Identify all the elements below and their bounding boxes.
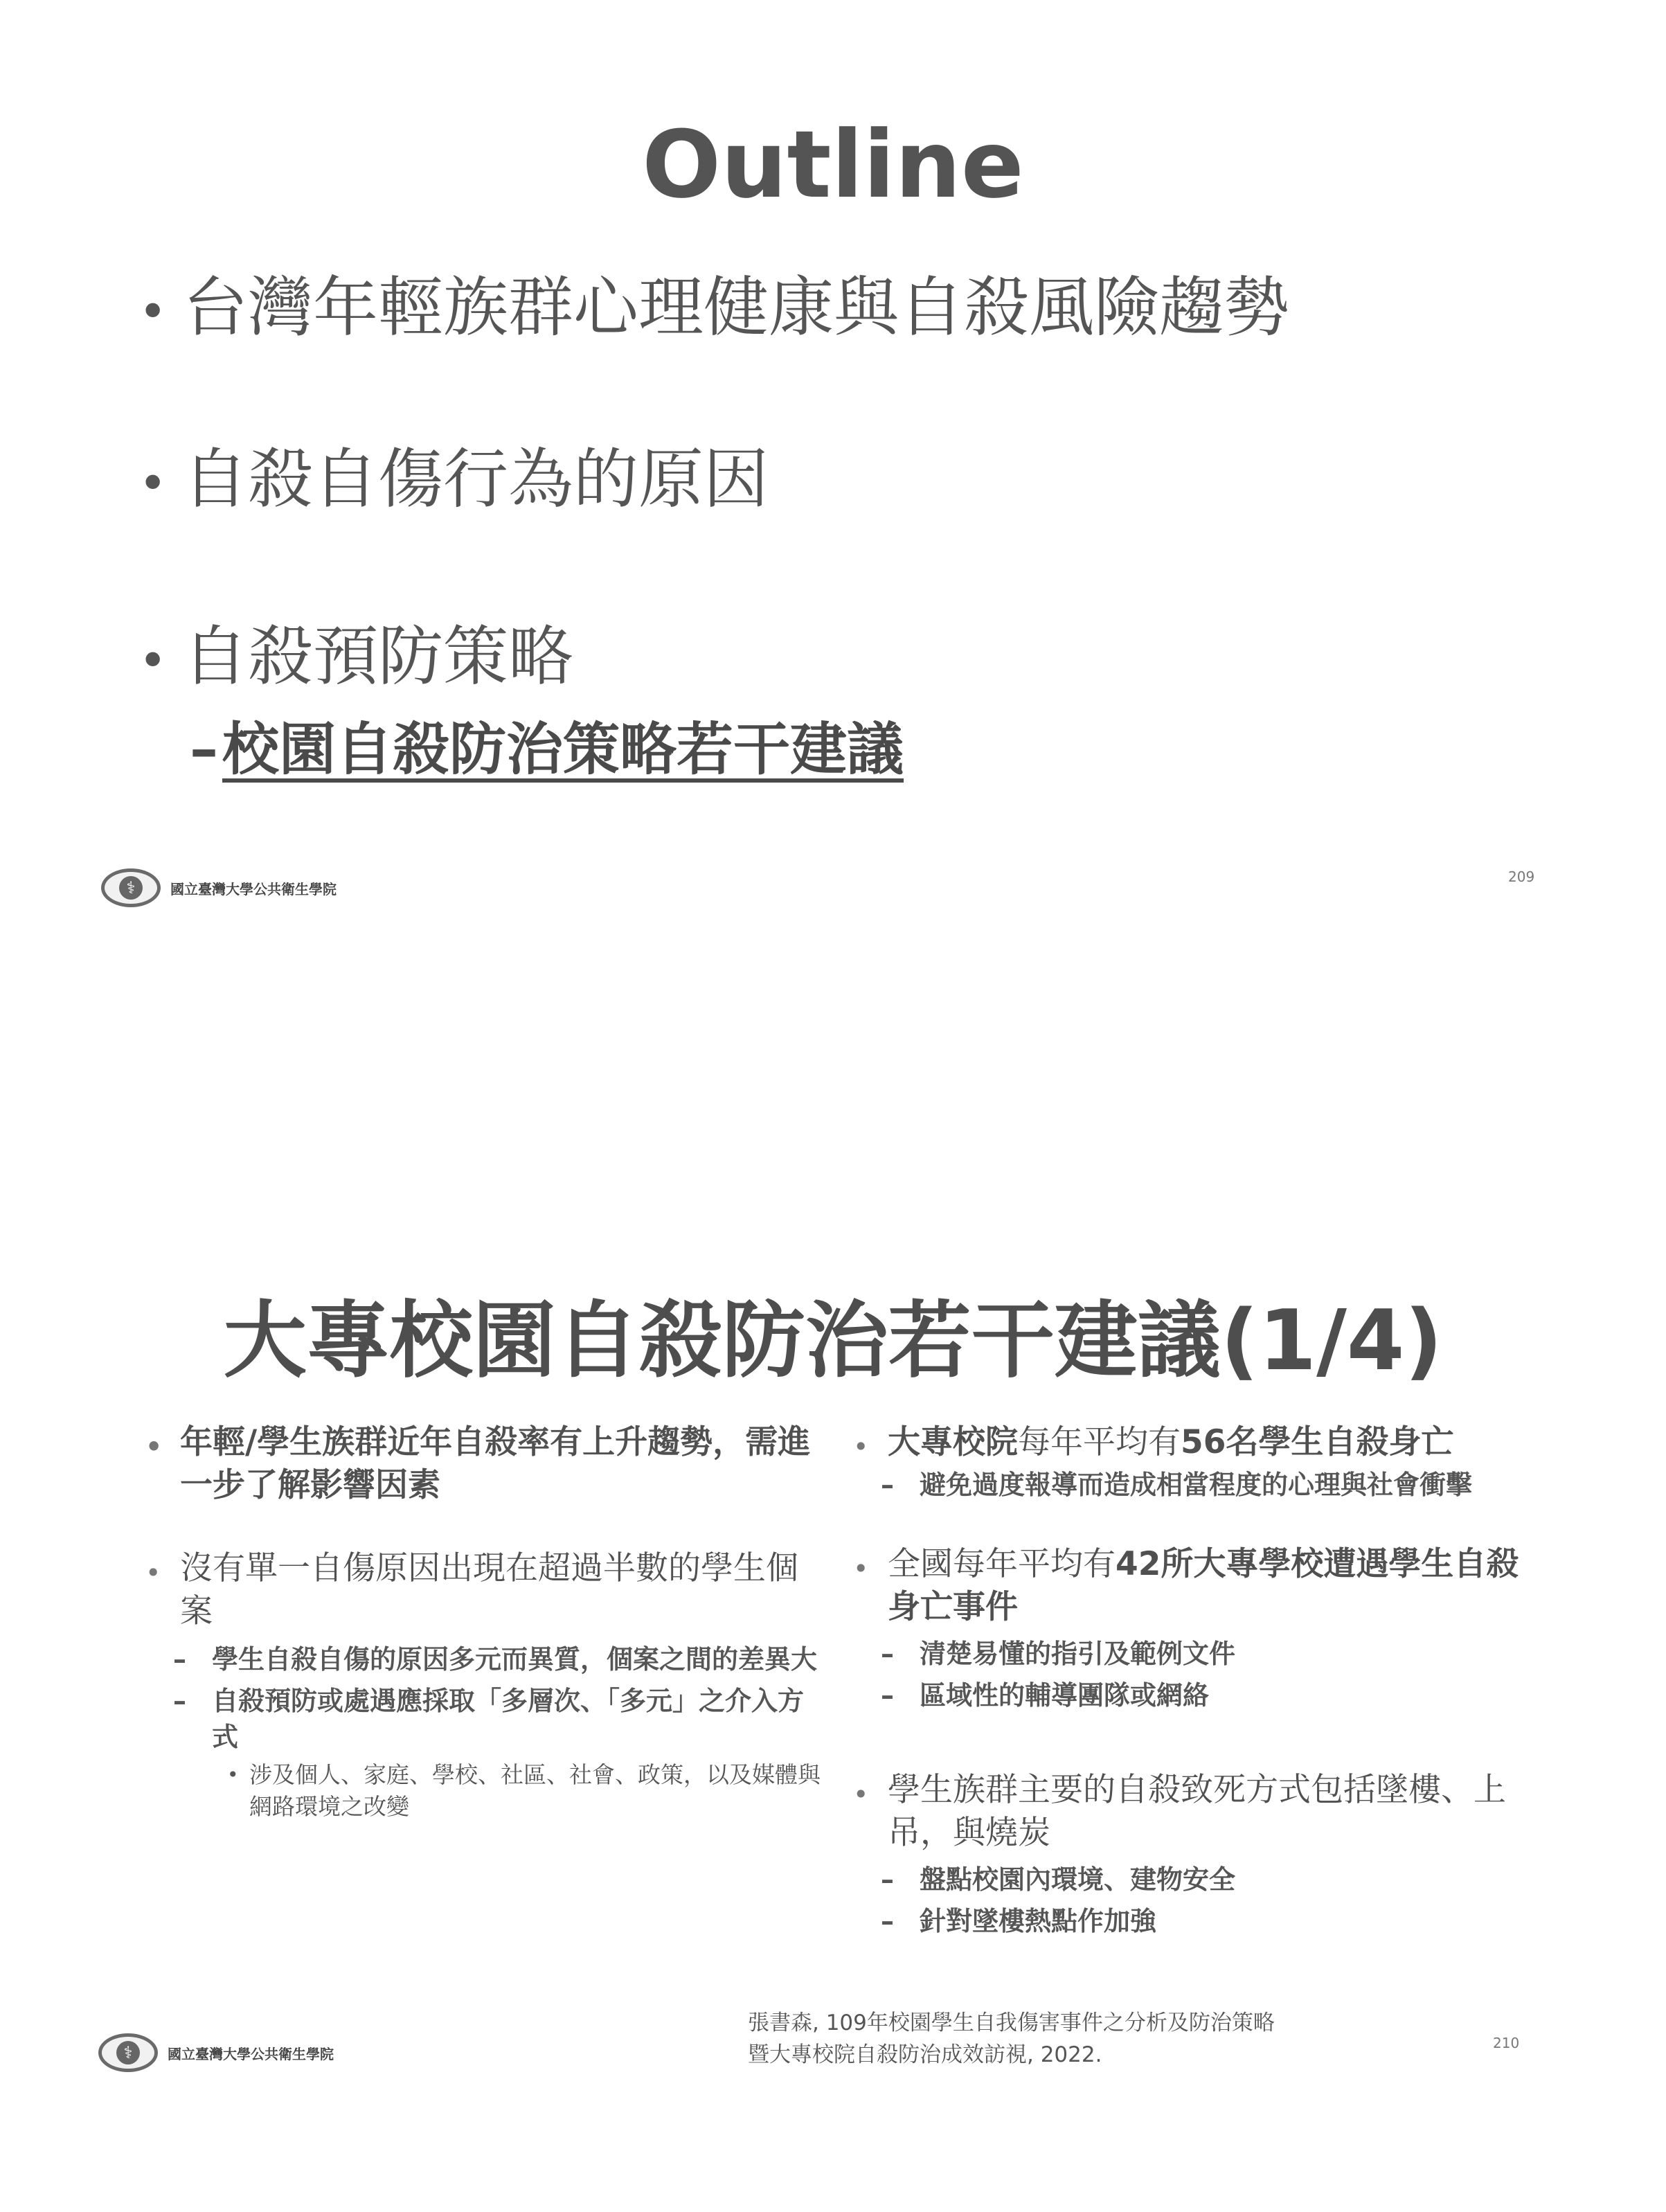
bullet-icon: •: [853, 1553, 869, 1584]
outline-item-3: • 自殺預防策略: [138, 619, 574, 695]
sub-item: – 針對墜樓熱點作加強: [853, 1903, 1546, 1939]
school-emblem-icon: ⚕: [101, 868, 161, 907]
dash-icon: –: [881, 1680, 894, 1711]
page-number: 210: [1493, 2035, 1520, 2051]
slide-title: Outline: [642, 111, 1024, 219]
bullet-icon: •: [853, 1779, 869, 1810]
list-item: • 沒有單一自傷原因出現在超過半數的學生個案: [145, 1549, 798, 1630]
bullet-icon: •: [145, 1431, 163, 1462]
bullet-icon: •: [145, 1558, 161, 1588]
slide-210: [0, 970, 1666, 2212]
dash-icon: –: [881, 1639, 894, 1669]
list-item: • 學生族群主要的自殺致死方式包括墜樓、上吊，與燒炭: [853, 1771, 1506, 1852]
sub-sub-item: • 涉及個人、家庭、學校、社區、社會、政策，以及媒體與網路環境之改變: [145, 1759, 824, 1823]
left-column: [145, 1421, 824, 1823]
outline-item-2: • 自殺自傷行為的原因: [138, 442, 769, 517]
sub-item: – 區域性的輔導團隊或網絡: [853, 1677, 1546, 1713]
dash-icon: –: [173, 1644, 186, 1675]
right-column: [853, 1421, 1546, 1939]
outline-subitem: –校園自殺防治策略若干建議: [190, 717, 904, 783]
slide-title: 大專校園自殺防治若干建議(1/4): [223, 1293, 1443, 1389]
bullet-icon: •: [853, 1431, 869, 1462]
list-item: • 年輕/學生族群近年自殺率有上升趨勢，需進一步了解影響因素: [145, 1423, 811, 1504]
dash-icon: –: [190, 717, 218, 783]
sub-item: – 清楚易懂的指引及範例文件: [853, 1636, 1546, 1672]
bullet-icon: •: [138, 283, 168, 341]
dash-icon: –: [881, 1906, 894, 1936]
citation: 張書森, 109年校園學生自我傷害事件之分析及防治策略 暨大專校院自殺防治成效訪視, 2022.: [748, 2010, 1275, 2067]
list-item: • 全國每年平均有42所大專學校遭遇學生自殺身亡事件: [853, 1545, 1519, 1626]
slide-209: [0, 0, 1666, 970]
page-number: 209: [1508, 868, 1535, 885]
dash-icon: –: [173, 1686, 186, 1716]
list-item: • 大專校院每年平均有56名學生自殺身亡: [853, 1421, 1546, 1464]
dash-icon: –: [881, 1864, 894, 1895]
sub-item: – 避免過度報導而造成相當程度的心理與社會衝擊: [853, 1467, 1546, 1503]
dash-icon: –: [881, 1470, 894, 1500]
bullet-icon: •: [138, 632, 168, 690]
school-logo: ⚕ 國立臺灣大學公共衛生學院: [98, 2033, 334, 2072]
outline-item-1: • 台灣年輕族群心理健康與自殺風險趨勢: [138, 270, 1290, 346]
bullet-icon: •: [227, 1763, 239, 1786]
bullet-icon: •: [138, 455, 168, 512]
sub-item: – 盤點校園內環境、建物安全: [853, 1862, 1546, 1898]
school-emblem-icon: ⚕: [98, 2033, 158, 2072]
sub-item: – 自殺預防或處遇應採取「多層次、「多元」之介入方式: [145, 1683, 824, 1755]
school-logo: ⚕ 國立臺灣大學公共衛生學院: [101, 868, 337, 907]
sub-item: – 學生自殺自傷的原因多元而異質，個案之間的差異大: [145, 1641, 824, 1677]
